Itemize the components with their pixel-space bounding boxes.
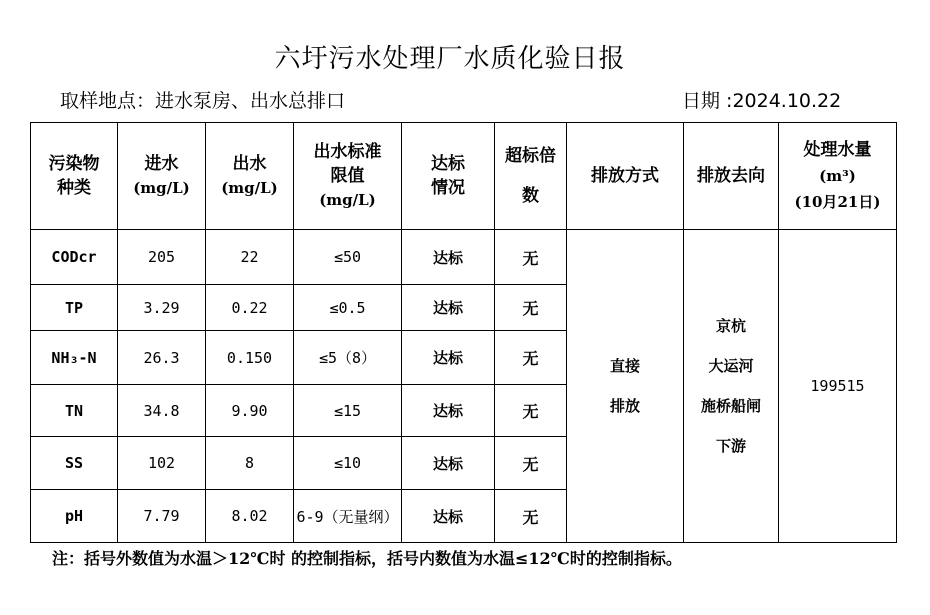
header-influent-line1: 进水: [144, 154, 179, 174]
header-exceed-line1: 超标倍: [505, 146, 556, 166]
influent-value: 7.79: [118, 490, 206, 543]
exceed-value: 无: [495, 437, 567, 490]
header-volume-date: (10月21日): [794, 193, 881, 211]
water-quality-table: [30, 122, 897, 543]
header-exceed: [495, 123, 567, 230]
status-value: 达标: [402, 285, 495, 331]
treated-volume: 199515: [779, 230, 897, 543]
effluent-value: 8: [206, 437, 294, 490]
header-volume-unit: (m³): [819, 167, 856, 185]
discharge-dest-line2: 大运河: [708, 357, 754, 375]
footnote: 注：括号外数值为水温＞12℃时 的控制指标，括号内数值为水温≤12℃时的控制指标。: [52, 549, 682, 568]
effluent-value: 0.22: [206, 285, 294, 331]
status-value: 达标: [402, 385, 495, 437]
influent-value: 26.3: [118, 331, 206, 385]
exceed-value: 无: [495, 285, 567, 331]
pollutant-name: TP: [31, 285, 118, 331]
exceed-value: 无: [495, 385, 567, 437]
discharge-method-cell: [567, 230, 684, 543]
effluent-value: 0.150: [206, 331, 294, 385]
header-pollutant-line2: 种类: [57, 178, 91, 198]
status-value: 达标: [402, 490, 495, 543]
limit-value: ≤15: [294, 385, 402, 437]
header-pollutant: [31, 123, 118, 230]
header-status-line2: 情况: [431, 178, 465, 198]
header-limit-unit: (mg/L): [319, 191, 376, 209]
header-limit-line1: 出水标准: [313, 142, 382, 162]
status-value: 达标: [402, 331, 495, 385]
exceed-value: 无: [495, 490, 567, 543]
header-exceed-line2: 数: [522, 186, 539, 206]
exceed-value: 无: [495, 230, 567, 285]
header-influent: [118, 123, 206, 230]
discharge-dest-line4: 下游: [715, 437, 746, 455]
table-row: [31, 230, 897, 285]
header-volume-line1: 处理水量: [803, 140, 872, 160]
effluent-value: 9.90: [206, 385, 294, 437]
header-effluent-line1: 出水: [232, 154, 267, 174]
limit-value: 6-9（无量纲）: [294, 490, 402, 543]
pollutant-name: CODcr: [31, 230, 118, 285]
pollutant-name: pH: [31, 490, 118, 543]
limit-value: ≤50: [294, 230, 402, 285]
pollutant-name: TN: [31, 385, 118, 437]
header-discharge-method: 排放方式: [567, 123, 684, 230]
discharge-method-line1: 直接: [609, 357, 640, 375]
discharge-dest-cell: [684, 230, 779, 543]
header-influent-unit: (mg/L): [133, 179, 190, 197]
limit-value: ≤10: [294, 437, 402, 490]
influent-value: 34.8: [118, 385, 206, 437]
header-limit: [294, 123, 402, 230]
header-status-line1: 达标: [431, 154, 465, 174]
discharge-dest-line1: 京杭: [715, 317, 746, 335]
pollutant-name: NH₃-N: [31, 331, 118, 385]
effluent-value: 8.02: [206, 490, 294, 543]
sampling-location: 取样地点：进水泵房、出水总排口: [60, 90, 346, 112]
discharge-dest-line3: 施桥船闸: [700, 397, 761, 415]
pollutant-name: SS: [31, 437, 118, 490]
header-effluent-unit: (mg/L): [221, 179, 278, 197]
report-title: 六圩污水处理厂水质化验日报: [274, 44, 626, 74]
influent-value: 3.29: [118, 285, 206, 331]
header-limit-line2: 限值: [330, 166, 365, 186]
header-volume: [779, 123, 897, 230]
status-value: 达标: [402, 230, 495, 285]
header-pollutant-line1: 污染物: [48, 154, 100, 174]
header-status: [402, 123, 495, 230]
influent-value: 102: [118, 437, 206, 490]
limit-value: ≤5（8）: [294, 331, 402, 385]
influent-value: 205: [118, 230, 206, 285]
effluent-value: 22: [206, 230, 294, 285]
status-value: 达标: [402, 437, 495, 490]
limit-value: ≤0.5: [294, 285, 402, 331]
report-date: 日期 :2024.10.22: [682, 90, 842, 112]
header-effluent: [206, 123, 294, 230]
header-discharge-dest: 排放去向: [684, 123, 779, 230]
discharge-method-line2: 排放: [609, 397, 640, 415]
exceed-value: 无: [495, 331, 567, 385]
header-row: [31, 123, 897, 230]
